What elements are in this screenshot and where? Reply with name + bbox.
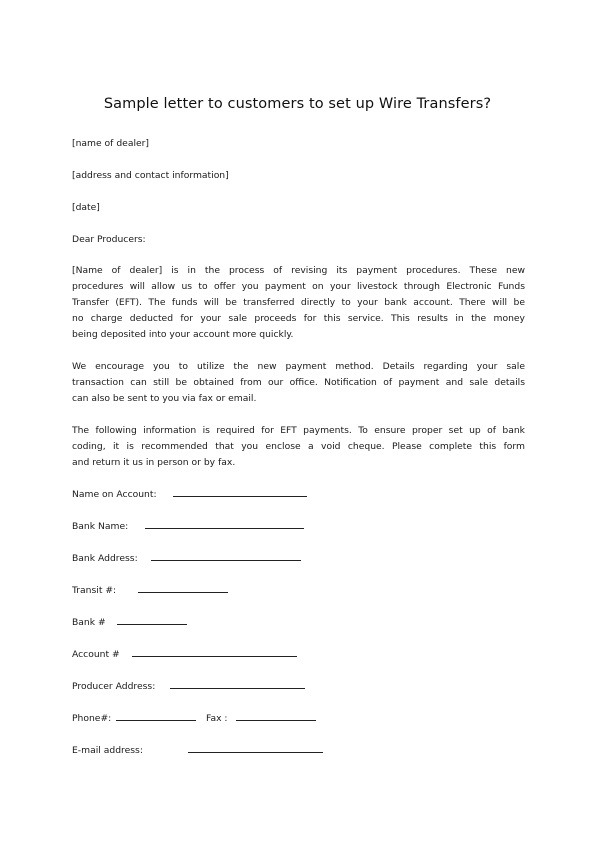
paragraph-line: being deposited into your account more quickly. <box>72 329 294 340</box>
paragraph-line: and return it us in person or by fax. <box>72 457 236 468</box>
paragraph-line: The following information is required for EFT payments. To ensure proper set up of bank <box>72 425 525 436</box>
account-number-blank[interactable] <box>132 656 297 657</box>
bank-address-blank[interactable] <box>151 560 301 561</box>
bank-number-label: Bank # <box>72 617 106 628</box>
date-placeholder: [date] <box>72 202 100 213</box>
paragraph-line: We encourage you to utilize the new payment method. Details regarding your sale <box>72 361 525 372</box>
paragraph-line: Transfer (EFT). The funds will be transferred directly to your bank account. There will be <box>72 297 525 308</box>
paragraph-3 <box>72 423 525 471</box>
dealer-address-placeholder: [address and contact information] <box>72 170 229 181</box>
paragraph-line: procedures will allow us to offer you payment on your livestock through Electronic Funds <box>72 281 525 292</box>
name-on-account-label: Name on Account: <box>72 489 157 500</box>
paragraph-2 <box>72 359 525 407</box>
paragraph-line: can also be sent to you via fax or email. <box>72 393 257 404</box>
phone-blank[interactable] <box>116 720 196 721</box>
paragraph-1 <box>72 263 525 343</box>
transit-blank[interactable] <box>138 592 228 593</box>
paragraph-line: transaction can still be obtained from our office. Notification of payment and sale details <box>72 377 525 388</box>
producer-address-blank[interactable] <box>170 688 305 689</box>
paragraph-line: no charge deducted for your sale proceeds for this service. This results in the money <box>72 313 525 324</box>
email-blank[interactable] <box>188 752 323 753</box>
bank-number-blank[interactable] <box>117 624 187 625</box>
phone-label: Phone#: <box>72 713 112 724</box>
bank-address-label: Bank Address: <box>72 553 138 564</box>
fax-label: Fax : <box>206 713 228 724</box>
bank-name-label: Bank Name: <box>72 521 129 532</box>
fax-blank[interactable] <box>236 720 316 721</box>
bank-name-blank[interactable] <box>145 528 304 529</box>
letter-title: Sample letter to customers to set up Wire Transfers? <box>103 96 492 112</box>
paragraph-line: coding, it is recommended that you enclose a void cheque. Please complete this form <box>72 441 525 452</box>
producer-address-label: Producer Address: <box>72 681 156 692</box>
paragraph-line: [Name of dealer] is in the process of revising its payment procedures. These new <box>72 265 525 276</box>
account-number-label: Account # <box>72 649 120 660</box>
dealer-name-placeholder: [name of dealer] <box>72 138 150 149</box>
transit-label: Transit #: <box>72 585 117 596</box>
email-label: E-mail address: <box>72 745 143 756</box>
salutation: Dear Producers: <box>72 234 146 245</box>
name-on-account-blank[interactable] <box>173 496 307 497</box>
